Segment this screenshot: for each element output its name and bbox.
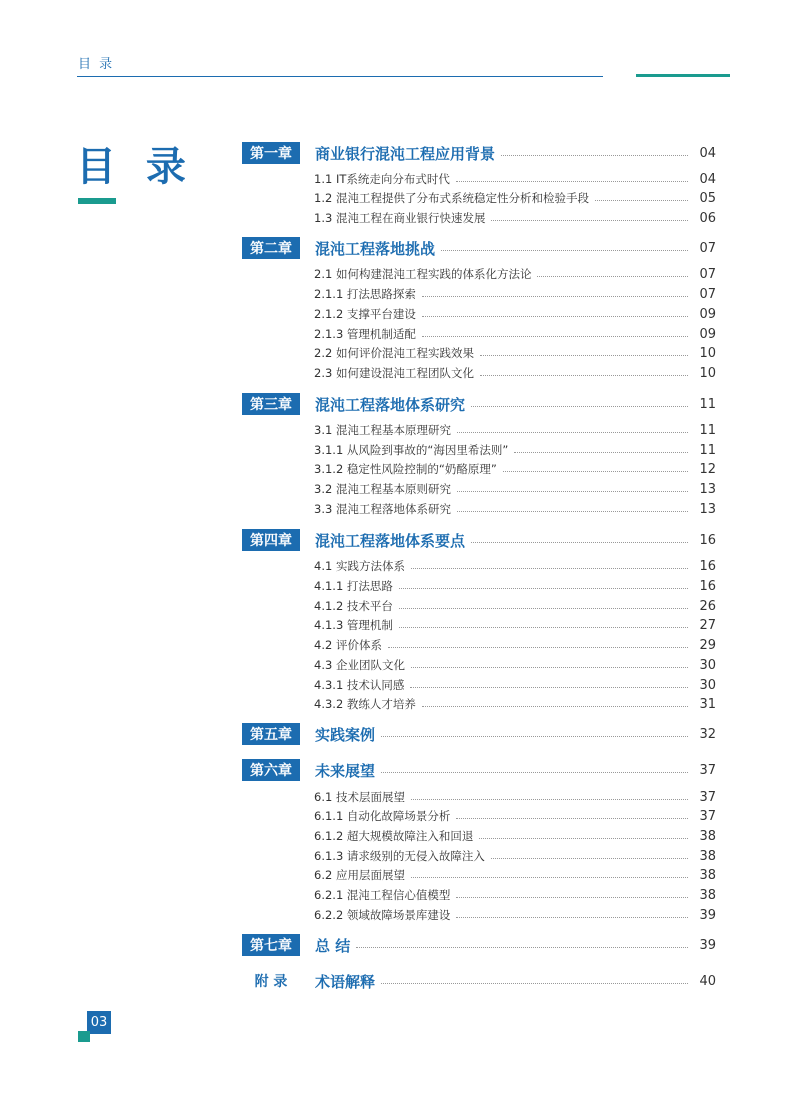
toc-section-row[interactable] xyxy=(242,654,716,676)
page-ref: 37 xyxy=(699,762,716,778)
page-ref: 10 xyxy=(699,345,716,361)
page-ref: 27 xyxy=(699,617,716,633)
section-title: 6.1 技术层面展望 xyxy=(314,790,405,804)
dot-leader xyxy=(457,511,688,512)
section-title: 4.3.2 教练人才培养 xyxy=(314,697,416,711)
page-ref: 30 xyxy=(699,657,716,673)
toc-section-row[interactable] xyxy=(242,458,716,480)
page-ref: 13 xyxy=(699,481,716,497)
section-title: 6.1.1 自动化故障场景分析 xyxy=(314,809,451,823)
chapter-badge: 第六章 xyxy=(242,759,300,781)
toc-section-row[interactable] xyxy=(242,634,716,656)
section-title: 4.1.2 技术平台 xyxy=(314,599,393,613)
dot-leader xyxy=(410,687,688,688)
page-ref: 40 xyxy=(699,973,716,989)
page-ref: 09 xyxy=(699,306,716,322)
section-title: 6.2 应用层面展望 xyxy=(314,868,405,882)
dot-leader xyxy=(479,838,688,839)
section-title: 3.1.2 稳定性风险控制的“奶酪原理” xyxy=(314,462,497,476)
page-ref: 37 xyxy=(699,808,716,824)
toc-section-row[interactable] xyxy=(242,693,716,715)
dot-leader xyxy=(457,491,688,492)
section-title: 4.1.3 管理机制 xyxy=(314,618,393,632)
dot-leader xyxy=(422,706,688,707)
dot-leader xyxy=(356,947,688,948)
header-label: 目 录 xyxy=(78,57,115,72)
page-ref: 07 xyxy=(699,266,716,282)
section-title: 3.1 混沌工程基本原理研究 xyxy=(314,423,451,437)
dot-leader xyxy=(381,983,688,984)
toc-section-row[interactable] xyxy=(242,904,716,926)
dot-leader xyxy=(411,877,688,878)
page-ref: 05 xyxy=(699,190,716,206)
toc-section-row[interactable] xyxy=(242,362,716,384)
section-title: 2.2 如何评价混沌工程实践效果 xyxy=(314,346,474,360)
page-ref: 04 xyxy=(699,171,716,187)
dot-leader xyxy=(480,375,688,376)
page-ref: 11 xyxy=(699,422,716,438)
page-ref: 38 xyxy=(699,828,716,844)
chapter-badge: 第四章 xyxy=(242,529,300,551)
toc-chapter-row[interactable] xyxy=(242,393,716,415)
page-number: 03 xyxy=(87,1011,111,1034)
dot-leader xyxy=(503,471,688,472)
header-accent-bar xyxy=(636,74,730,77)
chapter-badge: 附 录 xyxy=(254,974,288,990)
page-ref: 11 xyxy=(699,396,716,412)
toc-section-row[interactable] xyxy=(242,825,716,847)
chapter-title: 混沌工程落地挑战 xyxy=(315,239,436,258)
toc-chapter-row[interactable] xyxy=(242,529,716,551)
dot-leader xyxy=(480,355,688,356)
toc-section-row[interactable] xyxy=(242,805,716,827)
section-title: 1.3 混沌工程在商业银行快速发展 xyxy=(314,211,486,225)
section-title: 3.1.1 从风险到事故的“海因里希法则” xyxy=(314,443,509,457)
section-title: 3.2 混沌工程基本原则研究 xyxy=(314,482,451,496)
section-title: 4.2 评价体系 xyxy=(314,638,382,652)
section-title: 3.3 混沌工程落地体系研究 xyxy=(314,502,451,516)
page-ref: 16 xyxy=(699,578,716,594)
page-ref: 07 xyxy=(699,286,716,302)
dot-leader xyxy=(491,858,688,859)
page-ref: 29 xyxy=(699,637,716,653)
page-ref: 06 xyxy=(699,210,716,226)
dot-leader xyxy=(399,627,688,628)
toc-section-row[interactable] xyxy=(242,263,716,285)
toc-section-row[interactable] xyxy=(242,864,716,886)
section-title: 1.1 IT系统走向分布式时代 xyxy=(314,172,450,186)
dot-leader xyxy=(456,818,688,819)
chapter-title: 混沌工程落地体系要点 xyxy=(315,531,466,550)
dot-leader xyxy=(514,452,688,453)
toc-chapter-row[interactable] xyxy=(242,970,716,992)
page-number-accent xyxy=(78,1031,90,1042)
dot-leader xyxy=(457,432,688,433)
toc-chapter-row[interactable] xyxy=(242,723,716,745)
section-title: 4.3.1 技术认同感 xyxy=(314,678,405,692)
dot-leader xyxy=(456,917,688,918)
dot-leader xyxy=(422,296,688,297)
page-ref: 31 xyxy=(699,696,716,712)
toc-section-row[interactable] xyxy=(242,283,716,305)
toc-section-row[interactable] xyxy=(242,342,716,364)
chapter-badge: 第三章 xyxy=(242,393,300,415)
dot-leader xyxy=(381,772,688,773)
toc-section-row[interactable] xyxy=(242,884,716,906)
toc-section-row[interactable] xyxy=(242,614,716,636)
page-ref: 16 xyxy=(699,558,716,574)
dot-leader xyxy=(381,736,688,737)
section-title: 1.2 混沌工程提供了分布式系统稳定性分析和检验手段 xyxy=(314,191,589,205)
section-title: 6.1.2 超大规模故障注入和回退 xyxy=(314,829,474,843)
page-ref: 13 xyxy=(699,501,716,517)
dot-leader xyxy=(441,250,688,251)
chapter-title: 商业银行混沌工程应用背景 xyxy=(315,144,496,163)
header-divider xyxy=(77,76,603,77)
chapter-title: 术语解释 xyxy=(315,972,376,991)
page-ref: 12 xyxy=(699,461,716,477)
page-title: 目 录 xyxy=(76,144,194,190)
section-title: 4.1.1 打法思路 xyxy=(314,579,393,593)
toc-section-row[interactable] xyxy=(242,187,716,209)
section-title: 6.1.3 请求级别的无侵入故障注入 xyxy=(314,849,485,863)
dot-leader xyxy=(491,220,688,221)
toc-section-row[interactable] xyxy=(242,303,716,325)
section-title: 4.1 实践方法体系 xyxy=(314,559,405,573)
dot-leader xyxy=(411,568,688,569)
toc-chapter-row[interactable] xyxy=(242,934,716,956)
dot-leader xyxy=(471,406,688,407)
dot-leader xyxy=(422,316,688,317)
page-ref: 16 xyxy=(699,532,716,548)
dot-leader xyxy=(399,588,688,589)
section-title: 4.3 企业团队文化 xyxy=(314,658,405,672)
dot-leader xyxy=(595,200,688,201)
chapter-title: 未来展望 xyxy=(315,761,376,780)
dot-leader xyxy=(388,647,688,648)
page-ref: 04 xyxy=(699,145,716,161)
section-title: 6.2.1 混沌工程信心值模型 xyxy=(314,888,451,902)
page-ref: 32 xyxy=(699,726,716,742)
toc-section-row[interactable] xyxy=(242,498,716,520)
dot-leader xyxy=(411,799,688,800)
chapter-badge: 第七章 xyxy=(242,934,300,956)
section-title: 2.1.2 支撑平台建设 xyxy=(314,307,416,321)
dot-leader xyxy=(411,667,688,668)
dot-leader xyxy=(422,336,688,337)
section-title: 6.2.2 领域故障场景库建设 xyxy=(314,908,451,922)
section-title: 2.1.3 管理机制适配 xyxy=(314,327,416,341)
page-ref: 10 xyxy=(699,365,716,381)
dot-leader xyxy=(471,542,688,543)
page-ref: 09 xyxy=(699,326,716,342)
toc-chapter-row[interactable] xyxy=(242,237,716,259)
toc-chapter-row[interactable] xyxy=(242,759,716,781)
chapter-title: 总 结 xyxy=(315,936,351,955)
page-ref: 39 xyxy=(699,937,716,953)
page-ref: 07 xyxy=(699,240,716,256)
toc-section-row[interactable] xyxy=(242,555,716,577)
dot-leader xyxy=(501,155,688,156)
chapter-title: 实践案例 xyxy=(315,725,376,744)
chapter-badge: 第五章 xyxy=(242,723,300,745)
page-ref: 38 xyxy=(699,848,716,864)
toc-section-row[interactable] xyxy=(242,207,716,229)
section-title: 2.1 如何构建混沌工程实践的体系化方法论 xyxy=(314,267,532,281)
dot-leader xyxy=(537,276,688,277)
section-title: 2.3 如何建设混沌工程团队文化 xyxy=(314,366,474,380)
toc-chapter-row[interactable] xyxy=(242,142,716,164)
dot-leader xyxy=(456,181,688,182)
dot-leader xyxy=(399,608,688,609)
toc-section-row[interactable] xyxy=(242,575,716,597)
page-ref: 11 xyxy=(699,442,716,458)
page-ref: 38 xyxy=(699,887,716,903)
page-ref: 38 xyxy=(699,867,716,883)
toc-section-row[interactable] xyxy=(242,478,716,500)
toc-section-row[interactable] xyxy=(242,419,716,441)
page-ref: 26 xyxy=(699,598,716,614)
dot-leader xyxy=(456,897,688,898)
page-ref: 30 xyxy=(699,677,716,693)
chapter-badge: 第二章 xyxy=(242,237,300,259)
section-title: 2.1.1 打法思路探索 xyxy=(314,287,416,301)
title-accent-bar xyxy=(78,198,116,204)
page-ref: 37 xyxy=(699,789,716,805)
chapter-badge: 第一章 xyxy=(242,142,300,164)
chapter-title: 混沌工程落地体系研究 xyxy=(315,395,466,414)
page-ref: 39 xyxy=(699,907,716,923)
